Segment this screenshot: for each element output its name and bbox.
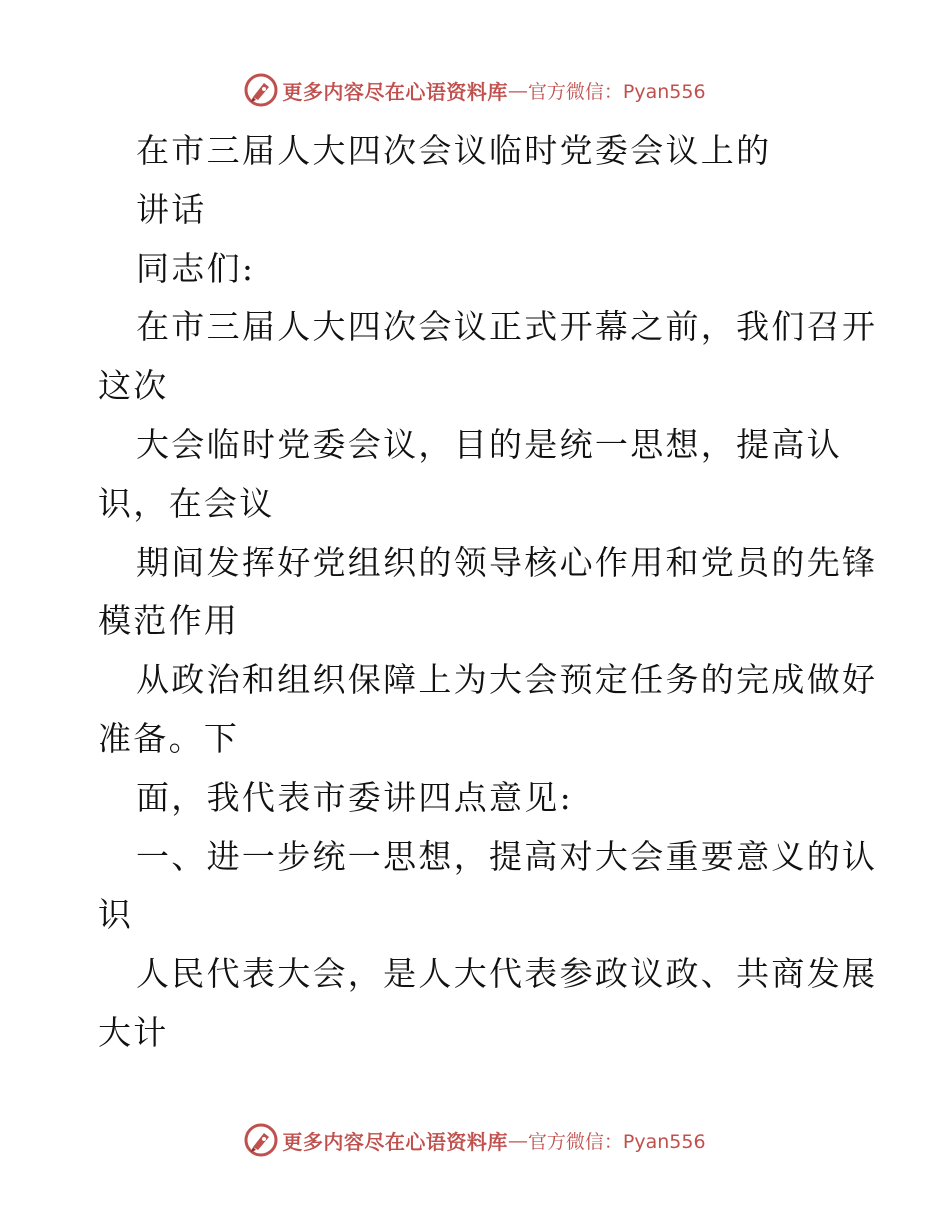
doc-line: 人民代表大会，是人大代表参政议政、共商发展: [136, 954, 878, 994]
header-separator: —: [507, 78, 528, 102]
pen-logo-icon: [244, 73, 278, 107]
pen-logo-icon: [244, 1123, 278, 1157]
document-body: [98, 122, 878, 1063]
doc-line: 识，在会议: [98, 483, 275, 523]
header-brand-text: 更多内容尽在心语资料库: [282, 79, 508, 104]
doc-line: 模范作用: [98, 601, 240, 641]
doc-line: 大会临时党委会议，目的是统一思想，提高认: [136, 424, 842, 464]
doc-line: 讲话: [136, 189, 207, 229]
doc-line: 从政治和组织保障上为大会预定任务的完成做好: [136, 660, 878, 700]
doc-line: 准备。下: [98, 718, 240, 758]
header-wechat-text: 官方微信：Pyan556: [527, 80, 706, 103]
doc-line: 这次: [98, 366, 169, 406]
doc-line: 大计: [98, 1012, 169, 1052]
doc-line: 同志们:: [136, 248, 256, 288]
doc-line: 一、进一步统一思想，提高对大会重要意义的认: [136, 836, 878, 876]
footer-banner: [0, 1120, 950, 1160]
doc-line: 在市三届人大四次会议临时党委会议上的: [136, 131, 772, 170]
header-banner: [0, 70, 950, 110]
doc-line: 期间发挥好党组织的领导核心作用和党员的先锋: [136, 542, 878, 582]
doc-line: 在市三届人大四次会议正式开幕之前，我们召开: [136, 307, 878, 347]
footer-separator: —: [507, 1128, 528, 1152]
footer-brand-text: 更多内容尽在心语资料库: [282, 1129, 508, 1154]
footer-wechat-text: 官方微信：Pyan556: [527, 1130, 706, 1153]
doc-line: 面，我代表市委讲四点意见:: [136, 777, 574, 817]
doc-line: 识: [98, 895, 134, 935]
